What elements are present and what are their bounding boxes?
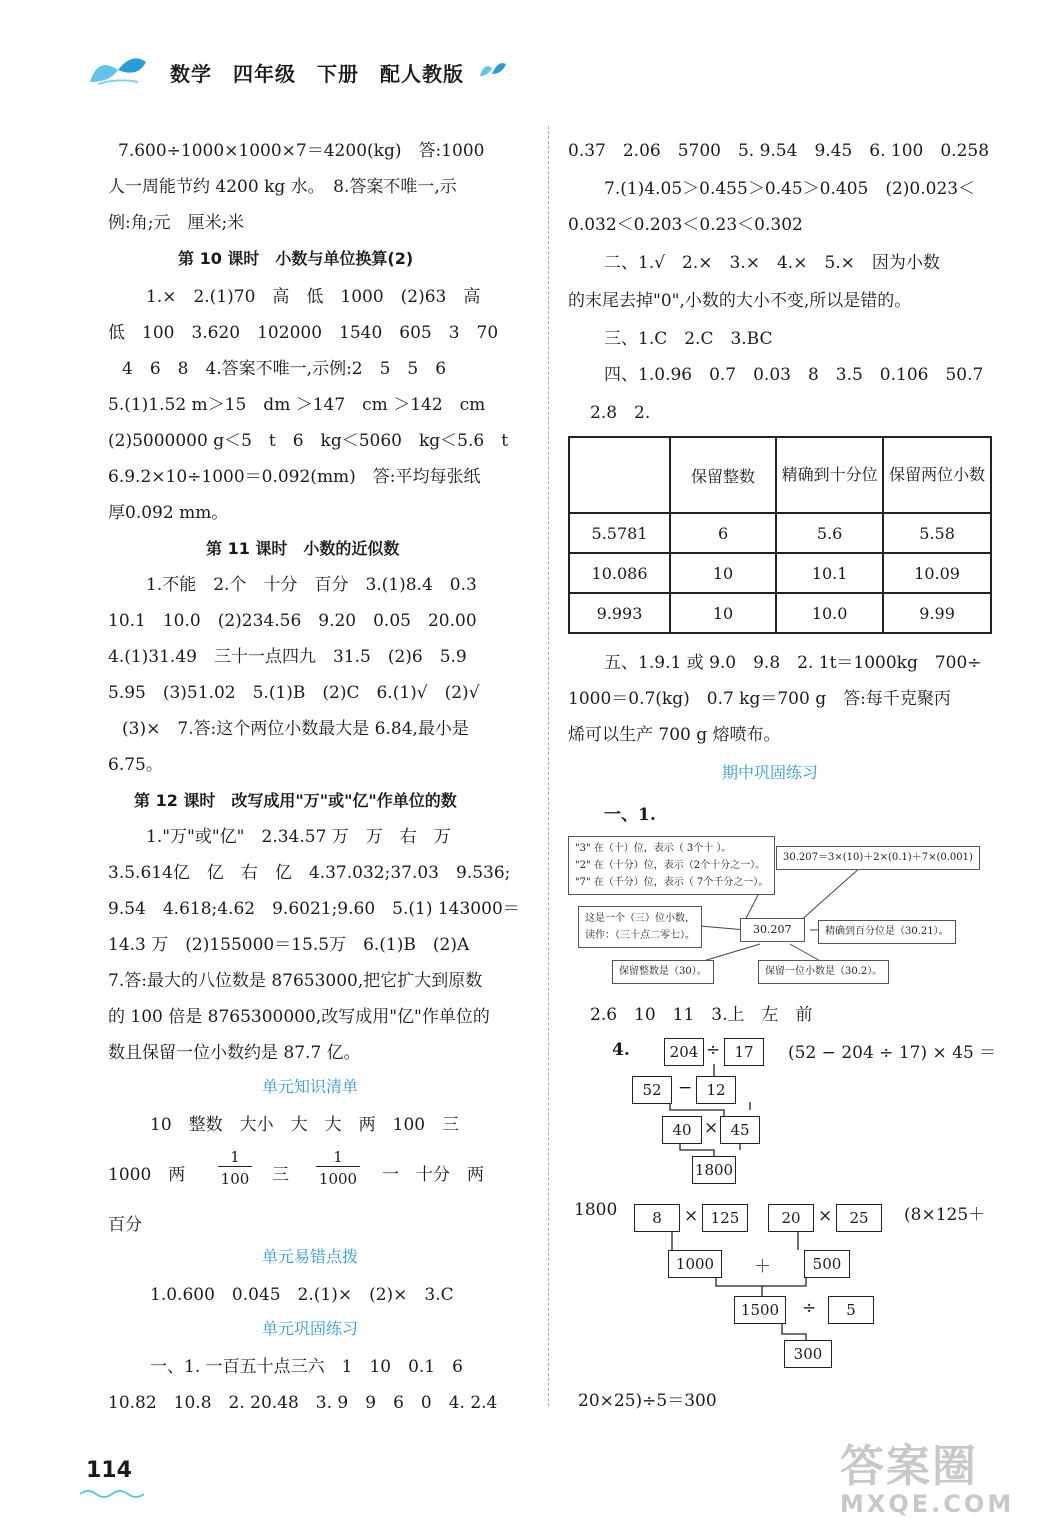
text-line: 3.5.614亿 亿 右 亿 4.37.032;37.03 9.536; xyxy=(108,863,511,883)
mindmap-node: 精确到百分位是（30.21）。 xyxy=(818,920,956,944)
text-line: 数且保留一位小数约是 87.7 亿。 xyxy=(108,1043,361,1063)
mindmap-text: "3" 在（十）位，表示（ 3个十 ）。 xyxy=(575,843,732,854)
fraction-numerator: 1 xyxy=(218,1148,252,1167)
text-line: 的 100 倍是 8765300000,改写成用"亿"作单位的 xyxy=(108,1007,490,1027)
text-line: 百分 xyxy=(108,1215,142,1235)
text-line: (3)× 7.答:这个两位小数最大是 6.84,最小是 xyxy=(122,719,469,739)
section-heading: 单元易错点拨 xyxy=(262,1247,359,1266)
tree-operator: ÷ xyxy=(706,1040,721,1060)
section-heading: 第 10 课时 小数与单位换算(2) xyxy=(178,249,414,268)
text-line: 三、1.C 2.C 3.BC xyxy=(604,329,773,349)
text-line: 五、1.9.1 或 9.0 9.8 2. 1t＝1000kg 700÷ xyxy=(604,653,982,673)
text-line: 1000 两 xyxy=(108,1165,186,1185)
table-header-cell: 保留整数 xyxy=(670,437,776,513)
table-header-cell: 保留两位小数 xyxy=(883,437,991,513)
text-line: 10.82 10.8 2. 20.48 3. 9 9 6 0 4. 2.4 xyxy=(108,1393,498,1413)
text-line: 6.9.2×10÷1000＝0.092(mm) 答:平均每张纸 xyxy=(108,467,481,487)
tree-operator: × xyxy=(684,1206,699,1226)
text-line: 的末尾去掉"0",小数的大小不变,所以是错的。 xyxy=(568,291,912,311)
mindmap-text: 这是一个（三）位小数， xyxy=(585,913,695,924)
text-line: 1800 xyxy=(574,1200,618,1220)
table-cell: 10.086 xyxy=(569,553,670,593)
text-line: (8×125＋ xyxy=(904,1205,986,1225)
tree-operator: ÷ xyxy=(802,1298,817,1318)
text-line: 1.0.600 0.045 2.(1)× (2)× 3.C xyxy=(150,1285,454,1305)
tree-box: 5 xyxy=(828,1296,874,1324)
text-line: 20×25)÷5＝300 xyxy=(578,1391,717,1411)
table-cell: 9.99 xyxy=(883,593,991,633)
section-heading: 第 11 课时 小数的近似数 xyxy=(206,539,400,558)
table-header-cell: 精确到十分位 xyxy=(776,437,883,513)
text-line: 1000＝0.7(kg) 0.7 kg＝700 g 答:每千克聚丙 xyxy=(568,689,951,709)
text-line: 人一周能节约 4200 kg 水。 8.答案不唯一,示 xyxy=(108,177,457,197)
text-line: 烯可以生产 700 g 熔喷布。 xyxy=(568,725,781,745)
text-line: 7.答:最大的八位数是 87653000,把它扩大到原数 xyxy=(108,971,483,991)
text-line: 0.37 2.06 5700 5. 9.54 9.45 6. 100 0.258 xyxy=(568,141,990,161)
text-line: 0.032＜0.203＜0.23＜0.302 xyxy=(568,215,803,235)
text-line: 10 整数 大小 大 大 两 100 三 xyxy=(150,1115,460,1135)
text-line: (52 − 204 ÷ 17) × 45 ＝ xyxy=(788,1043,997,1063)
tree-operator: × xyxy=(704,1118,719,1138)
page-number: 114 xyxy=(86,1458,132,1483)
tree-box: 300 xyxy=(784,1340,832,1368)
tree-box: 1000 xyxy=(668,1250,722,1278)
text-line: 4 6 8 4.答案不唯一,示例:2 5 5 6 xyxy=(122,359,447,379)
text-line: (2)5000000 g＜5 t 6 kg＜5060 kg＜5.6 t xyxy=(108,431,509,451)
tree-box: 12 xyxy=(696,1076,736,1104)
watermark-logo-text: 答案圈 xyxy=(840,1441,978,1492)
text-line: 四、1.0.96 0.7 0.03 8 3.5 0.106 50.7 xyxy=(604,365,984,385)
watermark xyxy=(840,1430,1014,1518)
tree-box: 1800 xyxy=(692,1156,736,1184)
section-heading: 第 12 课时 改写成用"万"或"亿"作单位的数 xyxy=(134,791,457,810)
tree-box: 45 xyxy=(720,1116,760,1144)
section-heading: 单元知识清单 xyxy=(262,1077,359,1096)
tree-box: 20 xyxy=(768,1204,814,1232)
table-cell: 9.993 xyxy=(569,593,670,633)
tree-box: 1500 xyxy=(734,1296,786,1324)
tree-box: 125 xyxy=(702,1204,748,1232)
mindmap-center: 30.207 xyxy=(740,918,805,942)
text-line: 1.不能 2.个 十分 百分 3.(1)8.4 0.3 xyxy=(146,575,477,595)
table-cell: 10 xyxy=(670,593,776,633)
text-line: 7.(1)4.05＞0.455＞0.45＞0.405 (2)0.023＜ xyxy=(604,179,976,199)
table-cell: 10.09 xyxy=(883,553,991,593)
text-line: 二、1.√ 2.× 3.× 4.× 5.× 因为小数 xyxy=(604,253,940,273)
text-line: 三 xyxy=(272,1165,289,1185)
tree-operator: ＋ xyxy=(754,1257,771,1277)
fraction-numerator: 1 xyxy=(316,1148,360,1167)
book-title: 数学 四年级 下册 配人教版 xyxy=(170,62,464,86)
text-line: 1."万"或"亿" 2.34.57 万 万 右 万 xyxy=(146,827,451,847)
text-line: 1.× 2.(1)70 高 低 1000 (2)63 高 xyxy=(146,287,481,307)
text-line: 9.54 4.618;4.62 9.6021;9.60 5.(1) 143000＝ xyxy=(108,899,520,919)
mindmap-text: "2" 在（十分）位，表示（2个十分之一）。 xyxy=(575,860,766,871)
text-line: 一、1. xyxy=(604,805,656,825)
text-line: 4. xyxy=(612,1040,630,1060)
table-cell: 10 xyxy=(670,553,776,593)
page-number-wave-icon xyxy=(80,1488,150,1500)
tree-box: 8 xyxy=(634,1204,680,1232)
mindmap-node: 保留一位小数是（30.2）。 xyxy=(758,960,889,984)
tree-box: 40 xyxy=(662,1116,702,1144)
table-cell: 5.6 xyxy=(776,513,883,553)
table-cell: 10.0 xyxy=(776,593,883,633)
tree-box: 500 xyxy=(804,1250,850,1278)
text-line: 7.600÷1000×1000×7＝4200(kg) 答:1000 xyxy=(118,141,485,161)
mindmap-node: 30.207＝3×(10)＋2×(0.1)＋7×(0.001) xyxy=(776,846,980,870)
text-line: 2.6 10 11 3.上 左 前 xyxy=(590,1005,813,1025)
tree-box: 17 xyxy=(724,1038,764,1066)
text-line: 6.75。 xyxy=(108,755,163,775)
tree-operator: − xyxy=(678,1078,693,1098)
mindmap-text: "7" 在（千分）位，表示（ 7个千分之一）。 xyxy=(575,877,769,888)
section-heading: 期中巩固练习 xyxy=(722,763,819,782)
mindmap-text: 读作：（三十点二零七）。 xyxy=(585,930,695,941)
text-line: 厚0.092 mm。 xyxy=(108,503,229,523)
text-line: 14.3 万 (2)155000＝15.5万 6.(1)B (2)A xyxy=(108,935,470,955)
fraction-denominator: 1000 xyxy=(318,1170,358,1188)
tree-box: 25 xyxy=(836,1204,882,1232)
section-heading: 单元巩固练习 xyxy=(262,1319,359,1338)
fraction-denominator: 100 xyxy=(220,1170,250,1188)
table-cell: 5.58 xyxy=(883,513,991,553)
mindmap-node: 保留整数是（30）。 xyxy=(612,960,714,984)
table-cell: 10.1 xyxy=(776,553,883,593)
text-line: 2.8 2. xyxy=(590,403,651,423)
text-line: 5.(1)1.52 m＞15 dm ＞147 cm ＞142 cm xyxy=(108,395,486,415)
tree-box: 52 xyxy=(632,1076,672,1104)
watermark-url: MXQE.COM xyxy=(840,1490,1015,1518)
text-line: 低 100 3.620 102000 1540 605 3 70 xyxy=(108,323,499,343)
text-line: 5.95 (3)51.02 5.(1)B (2)C 6.(1)√ (2)√ xyxy=(108,683,480,703)
text-line: 10.1 10.0 (2)234.56 9.20 0.05 20.00 xyxy=(108,611,477,631)
text-line: 4.(1)31.49 三十一点四九 31.5 (2)6 5.9 xyxy=(108,647,467,667)
table-cell: 5.5781 xyxy=(569,513,670,553)
tree-operator: × xyxy=(818,1206,833,1226)
text-line: 一 十分 两 xyxy=(382,1165,484,1185)
table-cell: 6 xyxy=(670,513,776,553)
text-line: 一、1. 一百五十点三六 1 10 0.1 6 xyxy=(150,1357,463,1377)
text-line: 例:角;元 厘米;米 xyxy=(108,213,245,233)
tree-box: 204 xyxy=(664,1038,704,1066)
